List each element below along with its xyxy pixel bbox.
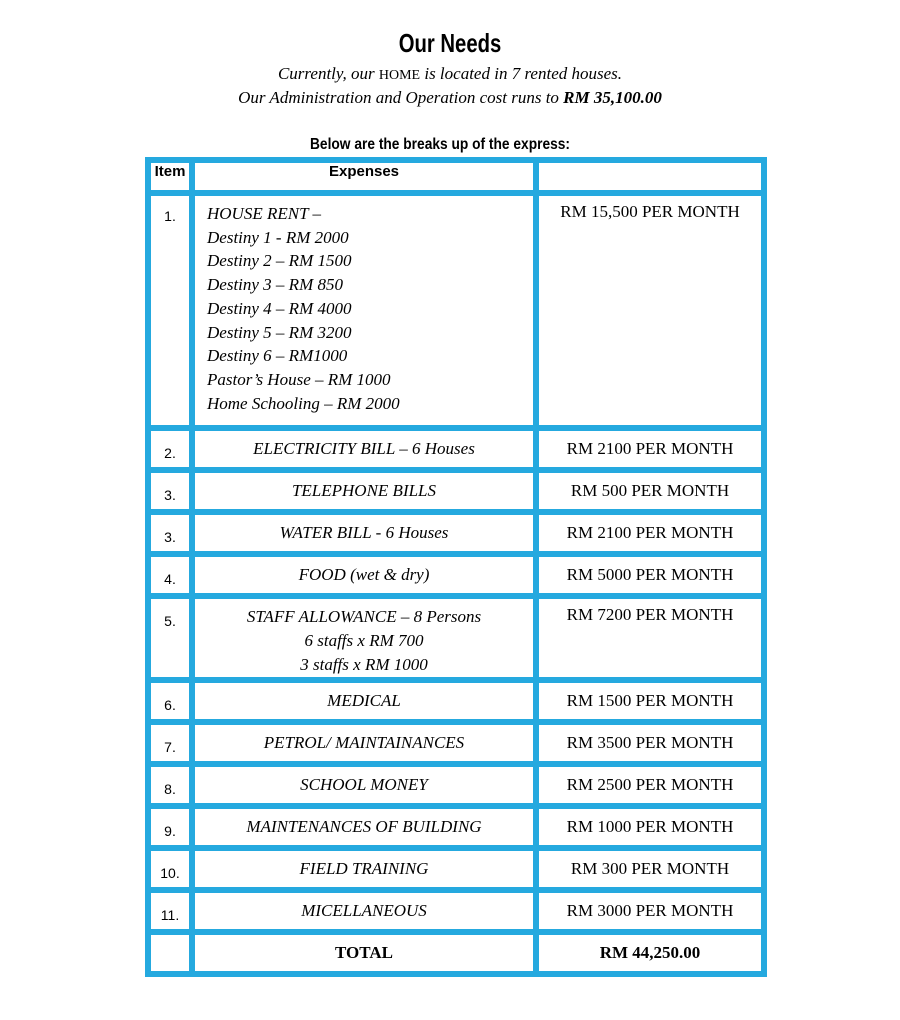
page-title: Our Needs bbox=[398, 28, 502, 58]
total-label: TOTAL bbox=[192, 932, 536, 974]
house-rent-line: Destiny 3 – RM 850 bbox=[207, 275, 343, 295]
table-row bbox=[148, 722, 764, 764]
house-rent-line: Destiny 5 – RM 3200 bbox=[207, 322, 352, 342]
row-item-number: 4. bbox=[148, 554, 192, 596]
row-expense: MAINTENANCES OF BUILDING bbox=[192, 806, 536, 848]
row-expense: TELEPHONE BILLS bbox=[192, 470, 536, 512]
row-amount: RM 15,500 PER MONTH bbox=[536, 193, 764, 428]
subtitle-2-pre: Our Administration and Operation cost runs to bbox=[238, 88, 564, 107]
table-row bbox=[148, 680, 764, 722]
table-row bbox=[148, 806, 764, 848]
row-amount: RM 2100 PER MONTH bbox=[536, 428, 764, 470]
house-rent-line: Home Schooling – RM 2000 bbox=[207, 393, 400, 413]
row-expense: FOOD (wet & dry) bbox=[192, 554, 536, 596]
subtitle-1-post: is located in 7 rented houses. bbox=[420, 64, 623, 83]
house-rent-line: Destiny 4 – RM 4000 bbox=[207, 298, 352, 318]
table-row bbox=[148, 428, 764, 470]
row-item-number: 11. bbox=[148, 890, 192, 932]
house-rent-line: Destiny 6 – RM1000 bbox=[207, 346, 348, 366]
table-row bbox=[148, 848, 764, 890]
table-header-row bbox=[148, 160, 764, 193]
staff-allowance-line: STAFF ALLOWANCE – 8 Persons bbox=[246, 607, 482, 626]
table-row-staff-allowance bbox=[148, 596, 764, 680]
row-amount: RM 500 PER MONTH bbox=[536, 470, 764, 512]
row-amount: RM 300 PER MONTH bbox=[536, 848, 764, 890]
row-item-number: 5. bbox=[148, 596, 192, 680]
table-row-house-rent bbox=[148, 193, 764, 428]
staff-allowance-breakdown bbox=[192, 596, 536, 680]
row-expense: PETROL/ MAINTAINANCES bbox=[192, 722, 536, 764]
row-item-number: 3. bbox=[148, 512, 192, 554]
row-amount: RM 7200 PER MONTH bbox=[536, 596, 764, 680]
table-row bbox=[148, 470, 764, 512]
row-item-number: 8. bbox=[148, 764, 192, 806]
header-item: Item bbox=[148, 160, 192, 193]
table-row-total bbox=[148, 932, 764, 974]
row-item-number: 10. bbox=[148, 848, 192, 890]
table-row bbox=[148, 764, 764, 806]
subtitle-1-pre: Currently, our bbox=[277, 64, 379, 83]
row-amount: RM 2500 PER MONTH bbox=[536, 764, 764, 806]
table-row bbox=[148, 512, 764, 554]
header-expenses: Expenses bbox=[192, 160, 536, 193]
row-expense: MEDICAL bbox=[192, 680, 536, 722]
row-item-number: 7. bbox=[148, 722, 192, 764]
row-expense: FIELD TRAINING bbox=[192, 848, 536, 890]
row-expense: SCHOOL MONEY bbox=[192, 764, 536, 806]
row-expense: WATER BILL - 6 Houses bbox=[192, 512, 536, 554]
house-rent-breakdown bbox=[192, 193, 536, 428]
row-expense: ELECTRICITY BILL – 6 Houses bbox=[192, 428, 536, 470]
row-amount: RM 3000 PER MONTH bbox=[536, 890, 764, 932]
staff-allowance-line: 3 staffs x RM 1000 bbox=[300, 655, 428, 674]
subtitle-line-2 bbox=[0, 88, 900, 108]
subtitle-1-home: HOME bbox=[378, 68, 421, 83]
header-amount bbox=[536, 160, 764, 193]
table-caption: Below are the breaks up of the express: bbox=[309, 136, 570, 153]
row-amount: RM 5000 PER MONTH bbox=[536, 554, 764, 596]
row-amount: RM 1000 PER MONTH bbox=[536, 806, 764, 848]
house-rent-line: Pastor’s House – RM 1000 bbox=[207, 369, 391, 389]
row-amount: RM 2100 PER MONTH bbox=[536, 512, 764, 554]
table-row bbox=[148, 554, 764, 596]
total-item-empty bbox=[148, 932, 192, 974]
total-amount: RM 44,250.00 bbox=[536, 932, 764, 974]
row-item-number: 9. bbox=[148, 806, 192, 848]
house-rent-line: Destiny 2 – RM 1500 bbox=[207, 251, 352, 271]
house-rent-line: HOUSE RENT – bbox=[207, 204, 321, 223]
row-item-number: 6. bbox=[148, 680, 192, 722]
row-item-number: 1. bbox=[148, 193, 192, 428]
row-item-number: 2. bbox=[148, 428, 192, 470]
expenses-table bbox=[145, 157, 767, 977]
row-amount: RM 3500 PER MONTH bbox=[536, 722, 764, 764]
row-amount: RM 1500 PER MONTH bbox=[536, 680, 764, 722]
house-rent-line: Destiny 1 - RM 2000 bbox=[207, 227, 349, 247]
cost-amount: RM 35,100.00 bbox=[563, 88, 662, 107]
table-row bbox=[148, 890, 764, 932]
staff-allowance-line: 6 staffs x RM 700 bbox=[304, 631, 424, 650]
subtitle-line-1 bbox=[0, 64, 900, 84]
row-item-number: 3. bbox=[148, 470, 192, 512]
table-body bbox=[148, 193, 764, 974]
row-expense: MICELLANEOUS bbox=[192, 890, 536, 932]
